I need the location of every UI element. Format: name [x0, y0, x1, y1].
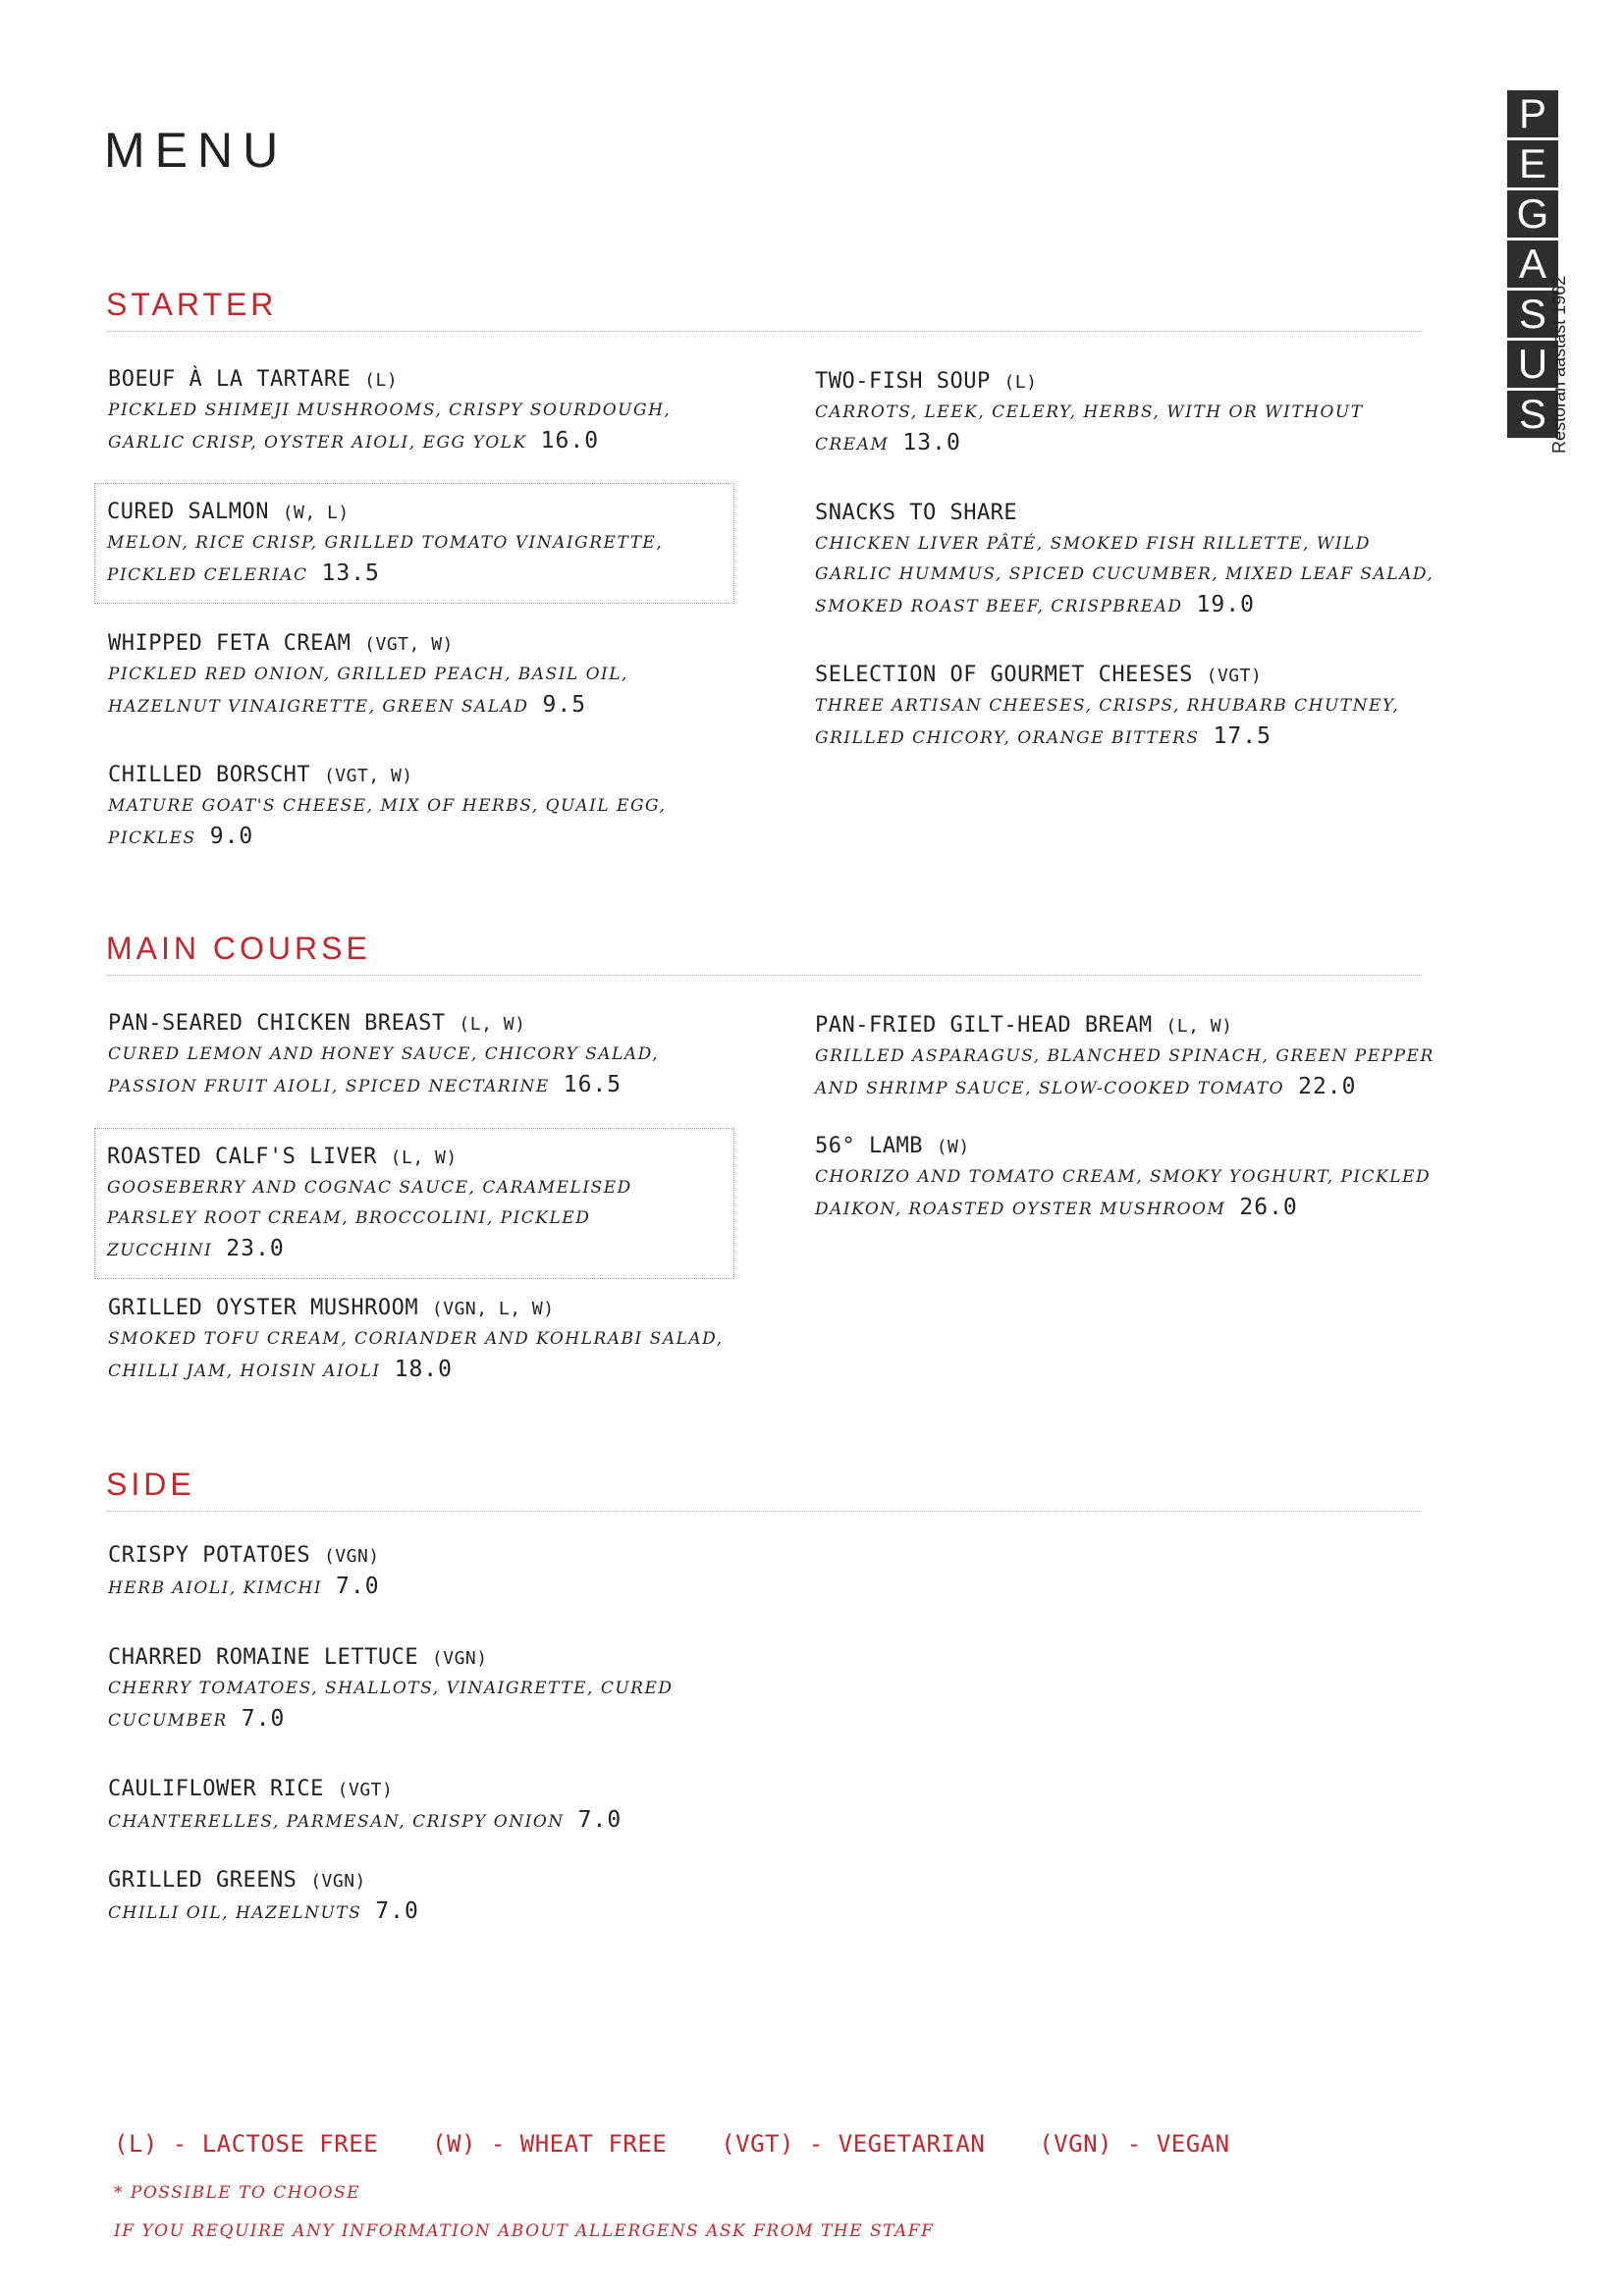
item-price: 9.0: [209, 824, 254, 849]
legend-vegetarian: (VGT) - VEGETARIAN: [721, 2130, 986, 2158]
item-description: HERB AIOLI, KIMCHI: [108, 1578, 323, 1598]
item-tags: (L): [364, 370, 399, 391]
item-tags: (VGN): [431, 1648, 488, 1669]
section-title: STARTER: [106, 287, 278, 322]
item-name: TWO-FISH SOUP: [815, 369, 991, 394]
item-description: MATURE GOAT'S CHEESE, MIX OF HERBS, QUAIL EGG, PICKLES: [108, 796, 667, 848]
item-price: 18.0: [394, 1357, 453, 1382]
item-description: GOOSEBERRY AND COGNAC SAUCE, CARAMELISED PARSLEY ROOT CREAM, BROCCOLINI, PICKLED ZUCCHINI: [107, 1178, 632, 1260]
section-divider: [106, 331, 1422, 332]
item-tags: (W, L): [282, 503, 350, 523]
menu-item: [108, 1009, 736, 1102]
item-price: 19.0: [1196, 592, 1255, 617]
item-price: 23.0: [226, 1236, 285, 1261]
menu-item: [108, 1775, 736, 1838]
item-price: 13.0: [902, 430, 961, 455]
item-name: 56° LAMB: [815, 1134, 923, 1158]
menu-item: [108, 1541, 736, 1604]
dietary-legend: [114, 2130, 1270, 2158]
section-title: MAIN COURSE: [106, 931, 371, 966]
item-price: 7.0: [241, 1706, 286, 1732]
possible-note: * POSSIBLE TO CHOOSE: [114, 2183, 361, 2203]
menu-item: [108, 629, 736, 722]
item-description: PICKLED SHIMEJI MUSHROOMS, CRISPY SOURDOUGH, GARLIC CRISP, OYSTER AIOLI, EGG YOLK: [108, 400, 672, 453]
menu-item-featured: [94, 483, 734, 604]
menu-item: [815, 661, 1443, 754]
section-divider: [106, 1511, 1422, 1512]
page-title: MENU: [104, 123, 289, 178]
item-tags: (VGN, L, W): [431, 1299, 555, 1319]
main-course-section-header: [106, 931, 1422, 976]
side-section-header: [106, 1467, 1422, 1512]
item-description: PICKLED RED ONION, GRILLED PEACH, BASIL OIL, HAZELNUT VINAIGRETTE, GREEN SALAD: [108, 665, 628, 717]
logo-letter: P: [1507, 90, 1558, 140]
item-tags: (VGT): [1206, 666, 1263, 686]
item-name: SELECTION OF GOURMET CHEESES: [815, 663, 1193, 687]
item-name: ROASTED CALF'S LIVER: [107, 1145, 377, 1169]
item-price: 9.5: [542, 692, 587, 718]
item-name: CHILLED BORSCHT: [108, 763, 311, 787]
item-name: BOEUF À LA TARTARE: [108, 367, 352, 392]
item-price: 7.0: [336, 1574, 380, 1599]
item-price: 26.0: [1239, 1195, 1298, 1220]
item-description: CARROTS, LEEK, CELERY, HERBS, WITH OR WITHOUT CREAM: [815, 402, 1364, 454]
item-description: CHICKEN LIVER PÂTÉ, SMOKED FISH RILLETTE, WILD GARLIC HUMMUS, SPICED CUCUMBER, MIXED LEAF SALAD, SMOKED ROAST BEEF, CRISPBREAD: [815, 534, 1435, 616]
item-price: 22.0: [1298, 1074, 1357, 1099]
item-price: 16.5: [563, 1072, 623, 1097]
item-tags: (L, W): [459, 1014, 526, 1035]
logo-letter: A: [1507, 240, 1558, 291]
item-description: MELON, RICE CRISP, GRILLED TOMATO VINAIGRETTE, PICKLED CELERIAC: [107, 533, 664, 585]
menu-item: [815, 499, 1443, 622]
menu-item: [815, 367, 1443, 460]
item-name: CAULIFLOWER RICE: [108, 1777, 324, 1801]
legend-wheat-free: (W) - WHEAT FREE: [432, 2130, 668, 2158]
item-description: CHORIZO AND TOMATO CREAM, SMOKY YOGHURT, PICKLED DAIKON, ROASTED OYSTER MUSHROOM: [815, 1167, 1432, 1219]
item-tags: (L, W): [1165, 1016, 1233, 1037]
item-tags: (VGN): [310, 1871, 366, 1892]
section-title: SIDE: [106, 1467, 195, 1502]
item-price: 7.0: [577, 1807, 623, 1833]
item-tags: (VGT, W): [323, 766, 413, 786]
menu-item: [108, 1643, 736, 1736]
logo-letter: U: [1507, 341, 1558, 391]
item-name: WHIPPED FETA CREAM: [108, 631, 352, 656]
item-price: 13.5: [321, 561, 380, 586]
logo-subtitle: Restoran aastast 1962: [1549, 275, 1569, 454]
item-name: GRILLED OYSTER MUSHROOM: [108, 1296, 419, 1320]
item-name: PAN-SEARED CHICKEN BREAST: [108, 1011, 446, 1036]
item-tags: (VGT, W): [364, 634, 454, 655]
logo-letter: S: [1507, 391, 1558, 441]
item-name: GRILLED GREENS: [108, 1868, 298, 1893]
item-name: CHARRED ROMAINE LETTUCE: [108, 1645, 419, 1670]
item-description: THREE ARTISAN CHEESES, CRISPS, RHUBARB CHUTNEY, GRILLED CHICORY, ORANGE BITTERS: [815, 696, 1400, 748]
menu-item: [108, 1294, 736, 1387]
allergen-note: IF YOU REQUIRE ANY INFORMATION ABOUT ALLERGENS ASK FROM THE STAFF: [114, 2221, 935, 2241]
item-name: SNACKS TO SHARE: [815, 501, 1018, 525]
item-tags: (L): [1003, 372, 1038, 393]
menu-item: [815, 1132, 1463, 1225]
menu-item: [108, 365, 736, 458]
item-description: SMOKED TOFU CREAM, CORIANDER AND KOHLRABI SALAD, CHILLI JAM, HOISIN AIOLI: [108, 1329, 724, 1381]
item-price: 16.0: [540, 428, 600, 454]
logo-letter: G: [1507, 190, 1558, 240]
item-tags: (L, W): [390, 1148, 458, 1168]
logo-letter: S: [1507, 291, 1558, 341]
item-tags: (VGT): [337, 1780, 394, 1800]
item-description: CHILLI OIL, HAZELNUTS: [108, 1903, 362, 1923]
menu-item-featured: [94, 1128, 734, 1279]
section-divider: [106, 975, 1422, 976]
item-name: CRISPY POTATOES: [108, 1543, 311, 1568]
item-description: GRILLED ASPARAGUS, BLANCHED SPINACH, GREEN PEPPER AND SHRIMP SAUCE, SLOW-COOKED TOMATO: [815, 1046, 1435, 1098]
item-description: CHERRY TOMATOES, SHALLOTS, VINAIGRETTE, CURED CUCUMBER: [108, 1679, 674, 1731]
menu-item: [815, 1011, 1463, 1104]
item-name: CURED SALMON: [107, 500, 269, 524]
starter-section-header: [106, 287, 1422, 332]
item-description: CURED LEMON AND HONEY SAUCE, CHICORY SALAD, PASSION FRUIT AIOLI, SPICED NECTARINE: [108, 1044, 660, 1096]
item-description: CHANTERELLES, PARMESAN, CRISPY ONION: [108, 1812, 565, 1832]
menu-item: [108, 1866, 736, 1929]
legend-vegan: (VGN) - VEGAN: [1039, 2130, 1230, 2158]
logo-letter: E: [1507, 140, 1558, 190]
item-price: 7.0: [375, 1898, 419, 1924]
legend-lactose-free: (L) - LACTOSE FREE: [114, 2130, 379, 2158]
item-tags: (W): [936, 1137, 970, 1157]
menu-item: [108, 761, 736, 854]
item-name: PAN-FRIED GILT-HEAD BREAM: [815, 1013, 1153, 1038]
item-tags: (VGN): [323, 1546, 380, 1567]
item-price: 17.5: [1213, 723, 1272, 749]
